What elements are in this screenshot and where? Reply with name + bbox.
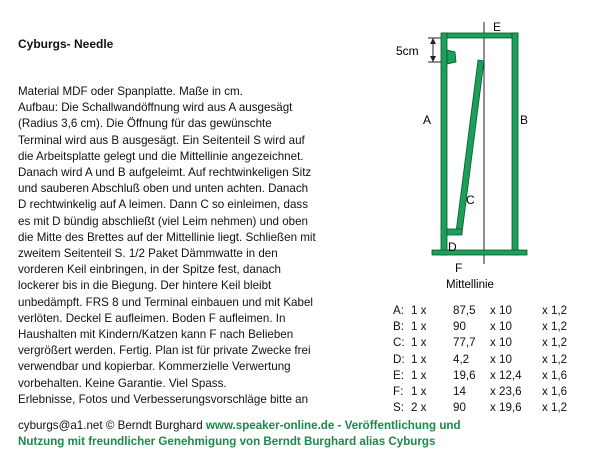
instruction-line: es mit D bündig abschließt (viel Leim nehmen) und oben: [18, 214, 308, 228]
part-dim-3: x 1,6: [542, 368, 568, 382]
label-c: C: [466, 193, 475, 207]
part-dim-1: 87,5: [453, 304, 476, 317]
part-id: D:: [393, 352, 405, 366]
part-qty: 1 x: [411, 368, 427, 382]
label-a: A: [423, 113, 432, 127]
label-e: E: [493, 20, 502, 34]
part-dim-3: x 1,2: [542, 320, 568, 334]
instruction-line: zweitem Seitenteil S. 1/2 Paket Dämmwatte in den: [18, 247, 278, 261]
part-dim-3: x 1,2: [542, 401, 568, 415]
instruction-line: die Mitte des Brettes auf der Mittellinie liegt. Schließen mit: [18, 230, 316, 244]
part-dim-1: 77,7: [453, 336, 476, 350]
part-id: A:: [393, 304, 404, 317]
instruction-line: Danach wird A und B aufgeleimt. Auf rechtwinkeligen Sitz: [18, 166, 312, 180]
instruction-line: verwendbar und kopierbar. Kommerzielle Verwertung: [18, 360, 291, 374]
part-dim-3: x 1,6: [542, 384, 568, 398]
instruction-line: D rechtwinkelig auf A leimen. Dann C so einleimen, dass: [18, 198, 308, 212]
part-qty: 1 x: [411, 304, 427, 317]
part-dim-2: x 10: [490, 304, 512, 317]
mittellinie-label: Mittellinie: [446, 279, 494, 291]
part-dim-3: x 1,2: [542, 336, 568, 350]
part-dim-2: x 10: [490, 336, 512, 350]
part-id: B:: [393, 320, 404, 334]
label-d: D: [448, 240, 457, 254]
instruction-line: vergrößert werden. Fertig. Plan ist für private Zwecke frei: [18, 344, 311, 358]
instruction-line: unbedämpft. FRS 8 und Terminal einbauen und mit Kabel: [18, 295, 313, 309]
instruction-line: Terminal wird aus B ausgesägt. Ein Seitenteil S wird auf: [18, 133, 305, 147]
dim-label: 5cm: [396, 44, 419, 58]
panel-e: [442, 33, 518, 38]
contact-email[interactable]: cyburgs@a1.net © Berndt Burghard: [18, 419, 203, 432]
part-id: S:: [393, 401, 404, 415]
instruction-line: lockerer bis in die Biegung. Der hintere Keil bleibt: [18, 279, 272, 293]
part-id: C:: [393, 336, 405, 350]
label-f: F: [455, 261, 463, 275]
instruction-line: Aufbau: Die Schallwandöffnung wird aus A ausgesägt: [18, 101, 293, 115]
instruction-line: Material MDF oder Spanplatte. Maße in cm.: [18, 85, 243, 98]
part-dim-2: x 19,6: [490, 401, 522, 415]
document-title: Cyburgs- Needle: [18, 37, 114, 51]
instruction-line: und sauberen Abschluß oben und unten achten. Danach: [18, 182, 309, 196]
part-dim-2: x 10: [490, 320, 512, 334]
part-dim-2: x 10: [490, 352, 512, 366]
part-qty: 1 x: [411, 336, 427, 350]
part-dim-2: x 12,4: [490, 368, 522, 382]
part-id: F:: [393, 384, 404, 398]
instruction-line: Erlebnisse, Fotos und Verbesserungsvorschläge bitte an: [18, 392, 309, 406]
part-dim-1: 4,2: [453, 352, 470, 366]
part-qty: 1 x: [411, 320, 427, 334]
part-qty: 2 x: [411, 401, 427, 415]
label-b: B: [520, 113, 529, 127]
panel-b: [512, 33, 518, 255]
instruction-line: verlöten. Deckel E aufleimen. Boden F aufleimen. In: [18, 311, 286, 325]
panel-f: [432, 250, 527, 255]
part-dim-3: x 1,2: [542, 352, 568, 366]
dim-arrow-top: [430, 38, 436, 44]
instruction-line: Haushalten mit Kindern/Katzen kann F nach Belieben: [18, 328, 294, 342]
instruction-line: die Arbeitsplatte gelegt und die Mittellinie angezeichnet.: [18, 149, 304, 163]
part-dim-1: 14: [453, 384, 466, 398]
part-qty: 1 x: [411, 352, 427, 366]
instruction-line: vorderen Keil einbringen, in der Spitze fest, danach: [18, 263, 281, 277]
website-link[interactable]: www.speaker-online.de - Veröffentlichung und: [205, 419, 461, 432]
part-dim-1: 90: [453, 320, 466, 334]
part-dim-1: 19,6: [453, 368, 476, 382]
panel-d: [447, 229, 462, 235]
panel-c: [456, 60, 484, 233]
dim-arrow-bottom: [430, 56, 436, 62]
part-dim-2: x 23,6: [490, 384, 522, 398]
part-dim-3: x 1,2: [542, 304, 568, 317]
part-qty: 1 x: [411, 384, 427, 398]
part-id: E:: [393, 368, 404, 382]
panel-a: [441, 33, 447, 255]
footer-line-2: Nutzung mit freundlicher Genehmigung von Berndt Burghard alias Cyburgs: [18, 435, 436, 448]
driver-cutout: [447, 50, 456, 64]
instruction-line: (Radius 3,6 cm). Die Öffnung für das gewünschte: [18, 117, 272, 131]
instruction-line: vorbehalten. Keine Garantie. Viel Spass.: [18, 376, 227, 390]
part-dim-1: 90: [453, 401, 466, 415]
